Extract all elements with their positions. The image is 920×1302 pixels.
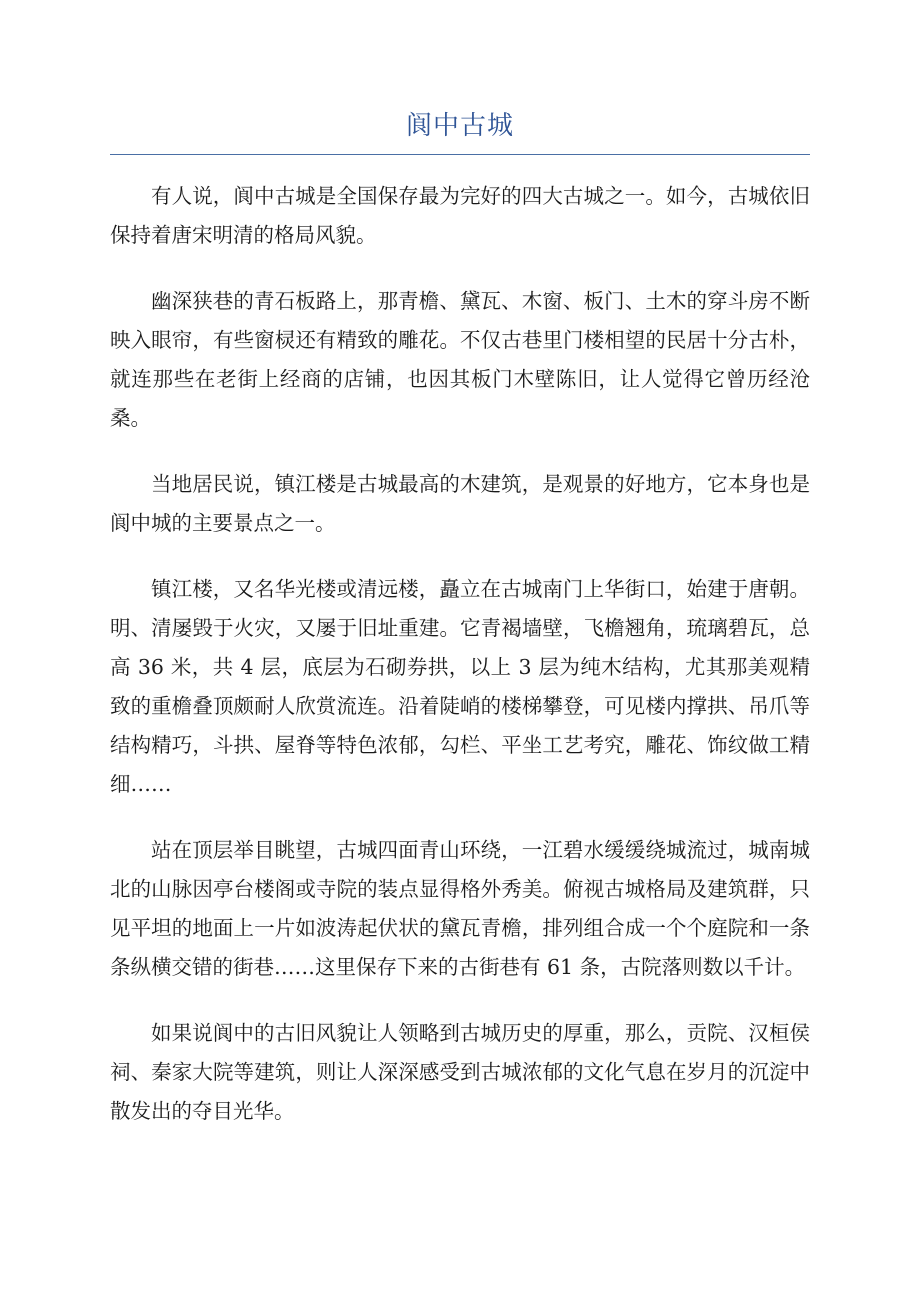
document-body <box>110 177 810 1131</box>
document-title: 阆中古城 <box>405 111 514 141</box>
paragraph-2: 幽深狭巷的青石板路上，那青檐、黛瓦、木窗、板门、土木的穿斗房不断映入眼帘，有些窗棂还有精致的雕花。不仅古巷里门楼相望的民居十分古朴，就连那些在老街上经商的店铺，也因其板门木壁陈旧，让人觉得它曾历经沧桑。 <box>110 289 810 430</box>
paragraph-5: 站在顶层举目眺望，古城四面青山环绕，一江碧水缓缓绕城流过，城南城北的山脉因亭台楼阁或寺院的装点显得格外秀美。俯视古城格局及建筑群，只见平坦的地面上一片如波涛起伏状的黛瓦青檐，排列组合成一个个庭院和一条条纵横交错的街巷……这里保存下来的古街巷有 61 条，古院落则数以千计。 <box>110 838 810 979</box>
title-underline <box>110 154 810 155</box>
paragraph-3: 当地居民说，镇江楼是古城最高的木建筑，是观景的好地方，它本身也是阆中城的主要景点之一。 <box>110 472 810 535</box>
paragraph-1: 有人说，阆中古城是全国保存最为完好的四大古城之一。如今，古城依旧保持着唐宋明清的格局风貌。 <box>110 184 810 247</box>
paragraph-4: 镇江楼，又名华光楼或清远楼，矗立在古城南门上华街口，始建于唐朝。明、清屡毁于火灾，又屡于旧址重建。它青褐墙壁，飞檐翘角，琉璃碧瓦，总高 36 米，共 4 层，底层为石砌券拱，以上 3 层为纯木结构，尤其那美观精致的重檐叠顶颇耐人欣赏流连。沿着陡峭的楼梯攀登，可见楼内撑拱、吊爪等结构精巧，斗拱、屋脊等特色浓郁，勾栏、平坐工艺考究，雕花、饰纹做工精细…… <box>110 577 810 796</box>
document-page <box>110 100 810 1158</box>
paragraph-6: 如果说阆中的古旧风貌让人领略到古城历史的厚重，那么，贡院、汉桓侯祠、秦家大院等建筑，则让人深深感受到古城浓郁的文化气息在岁月的沉淀中散发出的夺目光华。 <box>110 1021 810 1123</box>
